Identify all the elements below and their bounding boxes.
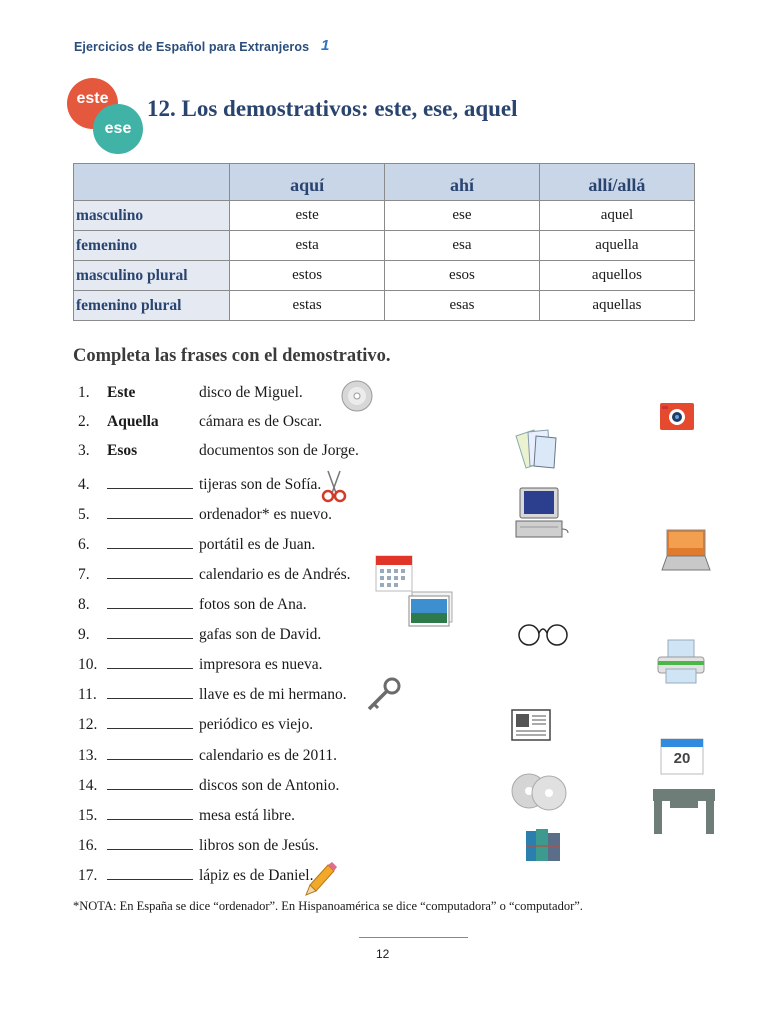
answer-blank[interactable] [107, 684, 193, 699]
answer-blank[interactable] [107, 564, 193, 579]
scissors-icon [318, 469, 350, 503]
row-header: masculino [74, 201, 230, 231]
item-text: ordenador* es nuevo. [199, 506, 332, 523]
exercise-item [78, 805, 295, 829]
item-number: 1. [78, 384, 90, 401]
table-cell: estos [230, 261, 385, 291]
answer-blank[interactable] [107, 835, 193, 850]
item-text: calendario es de Andrés. [199, 566, 351, 583]
table-row [74, 231, 695, 261]
table-cell: aquel [539, 201, 694, 231]
table-cell: aquellos [539, 261, 694, 291]
glasses-icon [516, 619, 570, 651]
answer-blank[interactable] [107, 534, 193, 549]
newspaper-icon [511, 708, 551, 742]
item-number: 16. [78, 837, 98, 854]
item-text: impresora es nueva. [199, 656, 323, 673]
exercise-item [78, 564, 351, 588]
item-text: mesa está libre. [199, 807, 295, 824]
exercise-item [78, 413, 322, 437]
este-badge: este [67, 78, 118, 129]
book-title: Ejercicios de Español para Extranjeros [74, 40, 310, 54]
item-number: 2. [78, 413, 90, 430]
item-number: 9. [78, 626, 90, 643]
table-row [74, 291, 695, 321]
calendar-day: 20 [673, 750, 691, 767]
exercise-item [78, 835, 319, 859]
item-number: 10. [78, 656, 98, 673]
item-answer: Aquella [107, 413, 159, 430]
item-text: libros son de Jesús. [199, 837, 319, 854]
item-number: 13. [78, 747, 98, 764]
footer-divider [359, 937, 468, 938]
answer-blank[interactable] [107, 654, 193, 669]
table-cell: esa [385, 231, 540, 261]
item-number: 6. [78, 536, 90, 553]
item-number: 17. [78, 867, 98, 884]
item-number: 3. [78, 442, 90, 459]
row-header: femenino [74, 231, 230, 261]
item-text: disco de Miguel. [199, 384, 303, 401]
table-cell: este [230, 201, 385, 231]
item-answer: Este [107, 384, 136, 401]
item-text: fotos son de Ana. [199, 596, 307, 613]
answer-blank[interactable] [107, 624, 193, 639]
table-cell: aquella [539, 231, 694, 261]
page-number: 12 [376, 947, 390, 961]
answer-blank[interactable] [107, 714, 193, 729]
row-header: femenino plural [74, 291, 230, 321]
item-number: 14. [78, 777, 98, 794]
exercise-item [78, 594, 307, 618]
demonstratives-table [73, 163, 695, 321]
answer-blank[interactable] [107, 775, 193, 790]
item-text: llave es de mi hermano. [199, 686, 347, 703]
photo-icon [408, 591, 454, 627]
exercise-item [78, 745, 337, 769]
exercise-item [78, 474, 321, 498]
lesson-title: 12. Los demostrativos: este, ese, aquel [147, 96, 518, 121]
item-text: cámara es de Oscar. [199, 413, 323, 430]
cd-icon [340, 379, 374, 413]
calendar-icon [660, 735, 704, 775]
table-row [74, 261, 695, 291]
table-icon [652, 788, 716, 834]
desktop-computer-icon [514, 487, 570, 539]
exercise-item [78, 714, 313, 738]
item-text: portátil es de Juan. [199, 536, 316, 553]
row-header: masculino plural [74, 261, 230, 291]
item-number: 11. [78, 686, 97, 703]
book-number: 1 [321, 37, 330, 54]
answer-blank[interactable] [107, 865, 193, 880]
item-answer: Esos [107, 442, 138, 459]
calendar-grid-icon [375, 552, 413, 592]
exercise-item [78, 504, 332, 528]
pencil-icon [302, 861, 338, 897]
exercise-item [78, 865, 313, 889]
answer-blank[interactable] [107, 745, 193, 760]
table-cell: esta [230, 231, 385, 261]
column-header: ahí [385, 164, 540, 201]
item-number: 15. [78, 807, 98, 824]
table-cell: ese [385, 201, 540, 231]
answer-blank[interactable] [107, 594, 193, 609]
table-row [74, 201, 695, 231]
footnote: *NOTA: En España se dice “ordenador”. En Hispanoamérica se dice “computadora” o “computador”. [73, 899, 583, 913]
table-cell: aquellas [539, 291, 694, 321]
exercise-item [78, 624, 321, 648]
printer-icon [656, 639, 706, 685]
exercise-item [78, 775, 339, 799]
item-number: 8. [78, 596, 90, 613]
exercise-item [78, 442, 359, 466]
column-header: allí/allá [539, 164, 694, 201]
item-number: 7. [78, 566, 90, 583]
item-text: periódico es viejo. [199, 716, 314, 733]
table-cell: esas [385, 291, 540, 321]
exercise-item [78, 534, 315, 558]
table-corner-cell [74, 164, 230, 201]
two-discs-icon [509, 771, 569, 813]
column-header: aquí [230, 164, 385, 201]
ese-badge: ese [93, 104, 143, 154]
item-text: calendario es de 2011. [199, 747, 338, 764]
answer-blank[interactable] [107, 805, 193, 820]
item-text: lápiz es de Daniel. [199, 867, 314, 884]
item-number: 5. [78, 506, 90, 523]
key-icon [366, 677, 402, 713]
item-text: discos son de Antonio. [199, 777, 340, 794]
item-text: tijeras son de Sofía. [199, 476, 322, 493]
exercise-item [78, 384, 303, 408]
exercise-instruction: Completa las frases con el demostrativo. [73, 346, 391, 366]
item-number: 4. [78, 476, 90, 493]
laptop-icon [661, 528, 711, 572]
table-header-row [74, 164, 695, 201]
table-cell: estas [230, 291, 385, 321]
item-text: gafas son de David. [199, 626, 322, 643]
exercise-item [78, 684, 347, 708]
answer-blank[interactable] [107, 504, 193, 519]
table-cell: esos [385, 261, 540, 291]
answer-blank[interactable] [107, 474, 193, 489]
exercise-item [78, 654, 323, 678]
item-number: 12. [78, 716, 98, 733]
item-text: documentos son de Jorge. [199, 442, 359, 459]
documents-icon [514, 426, 560, 470]
camera-icon [659, 401, 695, 431]
books-icon [524, 825, 562, 863]
